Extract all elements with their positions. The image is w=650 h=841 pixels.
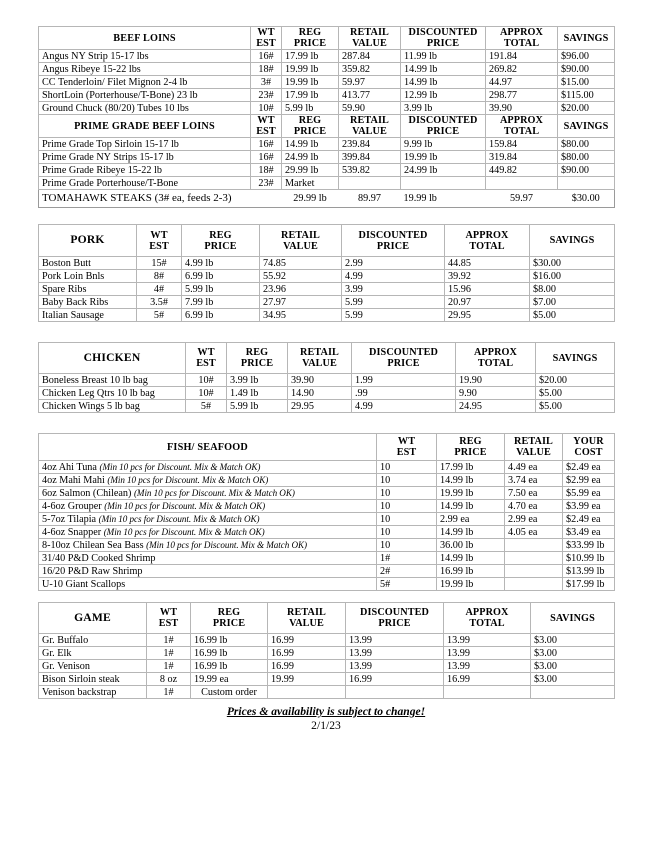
table-row: Baby Back Ribs 3.5# 7.99 lb 27.97 5.99 20.97 $7.00	[39, 296, 615, 309]
table-row: Ground Chuck (80/20) Tubes 10 lbs 10# 5.99 lb 59.90 3.99 lb 39.90 $20.00	[39, 102, 615, 115]
tomahawk-reg: 29.99 lb	[293, 193, 327, 205]
table-row: Angus NY Strip 15-17 lbs 16# 17.99 lb 287.84 11.99 lb 191.84 $96.00	[39, 50, 615, 63]
col-retail-value: RETAIL VALUE	[288, 343, 352, 374]
col-discounted-price: DISCOUNTED PRICE	[352, 343, 456, 374]
col-reg-price: REG PRICE	[282, 27, 339, 50]
table-row: Pork Loin Bnls 8# 6.99 lb 55.92 4.99 39.92 $16.00	[39, 270, 615, 283]
table-row: Prime Grade Ribeye 15-22 lb 18# 29.99 lb 539.82 24.99 lb 449.82 $90.00	[39, 164, 615, 177]
table-row: Spare Ribs 4# 5.99 lb 23.96 3.99 15.96 $8.00	[39, 283, 615, 296]
col-wt-est: WT EST	[251, 27, 282, 50]
col-approx-total: APPROX TOTAL	[445, 225, 530, 257]
chicken-header-row	[39, 343, 615, 374]
table-row: Chicken Wings 5 lb bag 5# 5.99 lb 29.95 4.99 24.95 $5.00	[39, 400, 615, 413]
fish-table-title: FISH/ SEAFOOD	[39, 434, 377, 461]
col-approx-total: APPROX TOTAL	[444, 603, 531, 634]
table-row: CC Tenderloin/ Filet Mignon 2-4 lb 3# 19.99 lb 59.97 14.99 lb 44.97 $15.00	[39, 76, 615, 89]
col-savings: SAVINGS	[531, 603, 615, 634]
fish-item: 16/20 P&D Raw Shrimp	[39, 565, 377, 578]
fish-item-note: (Min 10 pcs for Discount. Mix & Match OK)	[146, 539, 307, 550]
table-row: Gr. Elk 1# 16.99 lb 16.99 13.99 13.99 $3.00	[39, 647, 615, 660]
col-discounted-price: DISCOUNTED PRICE	[346, 603, 444, 634]
table-row: 4-6oz Snapper (Min 10 pcs for Discount. Mix & Match OK) 10 14.99 lb 4.05 ea $3.49 ea	[39, 526, 615, 539]
col-retail-value: RETAIL VALUE	[260, 225, 342, 257]
col-retail-value: RETAIL VALUE	[505, 434, 563, 461]
col-savings: SAVINGS	[558, 115, 615, 138]
col-wt-est: WT EST	[186, 343, 227, 374]
fish-item: 5-7oz Tilapia (Min 10 pcs for Discount. Mix & Match OK)	[39, 513, 377, 526]
table-row: Chicken Leg Qtrs 10 lb bag 10# 1.49 lb 14.90 .99 9.90 $5.00	[39, 387, 615, 400]
table-row: 4oz Ahi Tuna (Min 10 pcs for Discount. Mix & Match OK) 10 17.99 lb 4.49 ea $2.49 ea	[39, 461, 615, 474]
fish-item-note: (Min 10 pcs for Discount. Mix & Match OK)	[104, 500, 266, 511]
col-approx-total: APPROX TOTAL	[486, 27, 558, 50]
spacer	[38, 322, 614, 342]
game-header-row	[39, 603, 615, 634]
chicken-table	[38, 342, 615, 413]
spacer	[38, 208, 614, 224]
col-reg-price: REG PRICE	[282, 115, 339, 138]
game-table-title: GAME	[39, 603, 147, 634]
effective-date: 2/1/23	[311, 719, 341, 733]
fish-item: 4-6oz Snapper (Min 10 pcs for Discount. Mix & Match OK)	[39, 526, 377, 539]
table-row: ShortLoin (Porterhouse/T-Bone) 23 lb 23# 17.99 lb 413.77 12.99 lb 298.77 $115.00	[39, 89, 615, 102]
fish-item: 4-6oz Grouper (Min 10 pcs for Discount. Mix & Match OK)	[39, 500, 377, 513]
fish-item-note: (Min 10 pcs for Discount. Mix & Match OK)	[99, 461, 261, 472]
game-table	[38, 602, 615, 699]
fish-seafood-table	[38, 433, 615, 591]
table-row: 8-10oz Chilean Sea Bass (Min 10 pcs for Discount. Mix & Match OK) 10 36.00 lb $33.99 lb	[39, 539, 615, 552]
prime-header-row	[39, 115, 615, 138]
tomahawk-approx: 59.97	[510, 193, 533, 205]
table-row: Angus Ribeye 15-22 lbs 18# 19.99 lb 359.82 14.99 lb 269.82 $90.00	[39, 63, 615, 76]
tomahawk-savings: $30.00	[558, 190, 615, 208]
col-wt-est: WT EST	[251, 115, 282, 138]
col-wt-est: WT EST	[137, 225, 182, 257]
spacer	[38, 591, 614, 602]
table-row: Prime Grade Top Sirloin 15-17 lb 16# 14.99 lb 239.84 9.99 lb 159.84 $80.00	[39, 138, 615, 151]
table-row: Boneless Breast 10 lb bag 10# 3.99 lb 39.90 1.99 19.90 $20.00	[39, 374, 615, 387]
col-reg-price: REG PRICE	[191, 603, 268, 634]
table-row: U-10 Giant Scallops 5# 19.99 lb $17.99 lb	[39, 578, 615, 591]
fish-item-note: (Min 10 pcs for Discount. Mix & Match OK)	[133, 487, 295, 498]
pork-header-row	[39, 225, 615, 257]
fish-item: 8-10oz Chilean Sea Bass (Min 10 pcs for Discount. Mix & Match OK)	[39, 539, 377, 552]
prime-table-title: PRIME GRADE BEEF LOINS	[39, 115, 251, 138]
table-row: 16/20 P&D Raw Shrimp 2# 16.99 lb $13.99 lb	[39, 565, 615, 578]
spacer	[38, 413, 614, 433]
tomahawk-retail: 89.97	[358, 193, 381, 205]
table-row: Gr. Venison 1# 16.99 lb 16.99 13.99 13.99 $3.00	[39, 660, 615, 673]
beef-loins-table	[38, 26, 615, 208]
fish-item-note: (Min 10 pcs for Discount. Mix & Match OK)	[103, 526, 265, 537]
col-your-cost: YOUR COST	[563, 434, 615, 461]
col-retail-value: RETAIL VALUE	[268, 603, 346, 634]
fish-header-row	[39, 434, 615, 461]
col-reg-price: REG PRICE	[437, 434, 505, 461]
col-reg-price: REG PRICE	[182, 225, 260, 257]
col-retail-value: RETAIL VALUE	[339, 27, 401, 50]
col-wt-est: WT EST	[377, 434, 437, 461]
col-approx-total: APPROX TOTAL	[486, 115, 558, 138]
table-row: 4-6oz Grouper (Min 10 pcs for Discount. Mix & Match OK) 10 14.99 lb 4.70 ea $3.99 ea	[39, 500, 615, 513]
beef-header-row	[39, 27, 615, 50]
tomahawk-row	[39, 190, 615, 208]
col-reg-price: REG PRICE	[227, 343, 288, 374]
table-row: Gr. Buffalo 1# 16.99 lb 16.99 13.99 13.99 $3.00	[39, 634, 615, 647]
tomahawk-wt	[251, 190, 282, 208]
tomahawk-item: TOMAHAWK STEAKS (3# ea, feeds 2-3)	[39, 190, 251, 208]
fish-item: 31/40 P&D Cooked Shrimp	[39, 552, 377, 565]
table-row: Prime Grade Porterhouse/T-Bone 23# Market	[39, 177, 615, 190]
col-discounted-price: DISCOUNTED PRICE	[401, 115, 486, 138]
table-row: Prime Grade NY Strips 15-17 lb 16# 24.99 lb 399.84 19.99 lb 319.84 $80.00	[39, 151, 615, 164]
table-row: 31/40 P&D Cooked Shrimp 1# 14.99 lb $10.99 lb	[39, 552, 615, 565]
table-row: 6oz Salmon (Chilean) (Min 10 pcs for Discount. Mix & Match OK) 10 19.99 lb 7.50 ea $5.99 ea	[39, 487, 615, 500]
col-wt-est: WT EST	[147, 603, 191, 634]
fish-item: U-10 Giant Scallops	[39, 578, 377, 591]
fish-item: 6oz Salmon (Chilean) (Min 10 pcs for Discount. Mix & Match OK)	[39, 487, 377, 500]
col-approx-total: APPROX TOTAL	[456, 343, 536, 374]
pork-table-title: PORK	[39, 225, 137, 257]
col-retail-value: RETAIL VALUE	[339, 115, 401, 138]
price-disclaimer: Prices & availability is subject to change!	[226, 705, 426, 719]
fish-item-note: (Min 10 pcs for Discount. Mix & Match OK)	[98, 513, 260, 524]
pork-table	[38, 224, 615, 322]
col-savings: SAVINGS	[558, 27, 615, 50]
col-discounted-price: DISCOUNTED PRICE	[401, 27, 486, 50]
table-row: 4oz Mahi Mahi (Min 10 pcs for Discount. Mix & Match OK) 10 14.99 lb 3.74 ea $2.99 ea	[39, 474, 615, 487]
table-row: Venison backstrap 1# Custom order	[39, 686, 615, 699]
tomahawk-disc: 19.99 lb	[403, 193, 437, 205]
fish-item: 4oz Ahi Tuna (Min 10 pcs for Discount. Mix & Match OK)	[39, 461, 377, 474]
fish-item: 4oz Mahi Mahi (Min 10 pcs for Discount. Mix & Match OK)	[39, 474, 377, 487]
col-savings: SAVINGS	[530, 225, 615, 257]
table-row: Boston Butt 15# 4.99 lb 74.85 2.99 44.85 $30.00	[39, 257, 615, 270]
table-row: 5-7oz Tilapia (Min 10 pcs for Discount. Mix & Match OK) 10 2.99 ea 2.99 ea $2.49 ea	[39, 513, 615, 526]
footer	[38, 705, 614, 732]
beef-table-title: BEEF LOINS	[39, 27, 251, 50]
col-discounted-price: DISCOUNTED PRICE	[342, 225, 445, 257]
table-row: Italian Sausage 5# 6.99 lb 34.95 5.99 29.95 $5.00	[39, 309, 615, 322]
col-savings: SAVINGS	[536, 343, 615, 374]
fish-item-note: (Min 10 pcs for Discount. Mix & Match OK)	[107, 474, 269, 485]
chicken-table-title: CHICKEN	[39, 343, 186, 374]
table-row: Bison Sirloin steak 8 oz 19.99 ea 19.99 16.99 16.99 $3.00	[39, 673, 615, 686]
